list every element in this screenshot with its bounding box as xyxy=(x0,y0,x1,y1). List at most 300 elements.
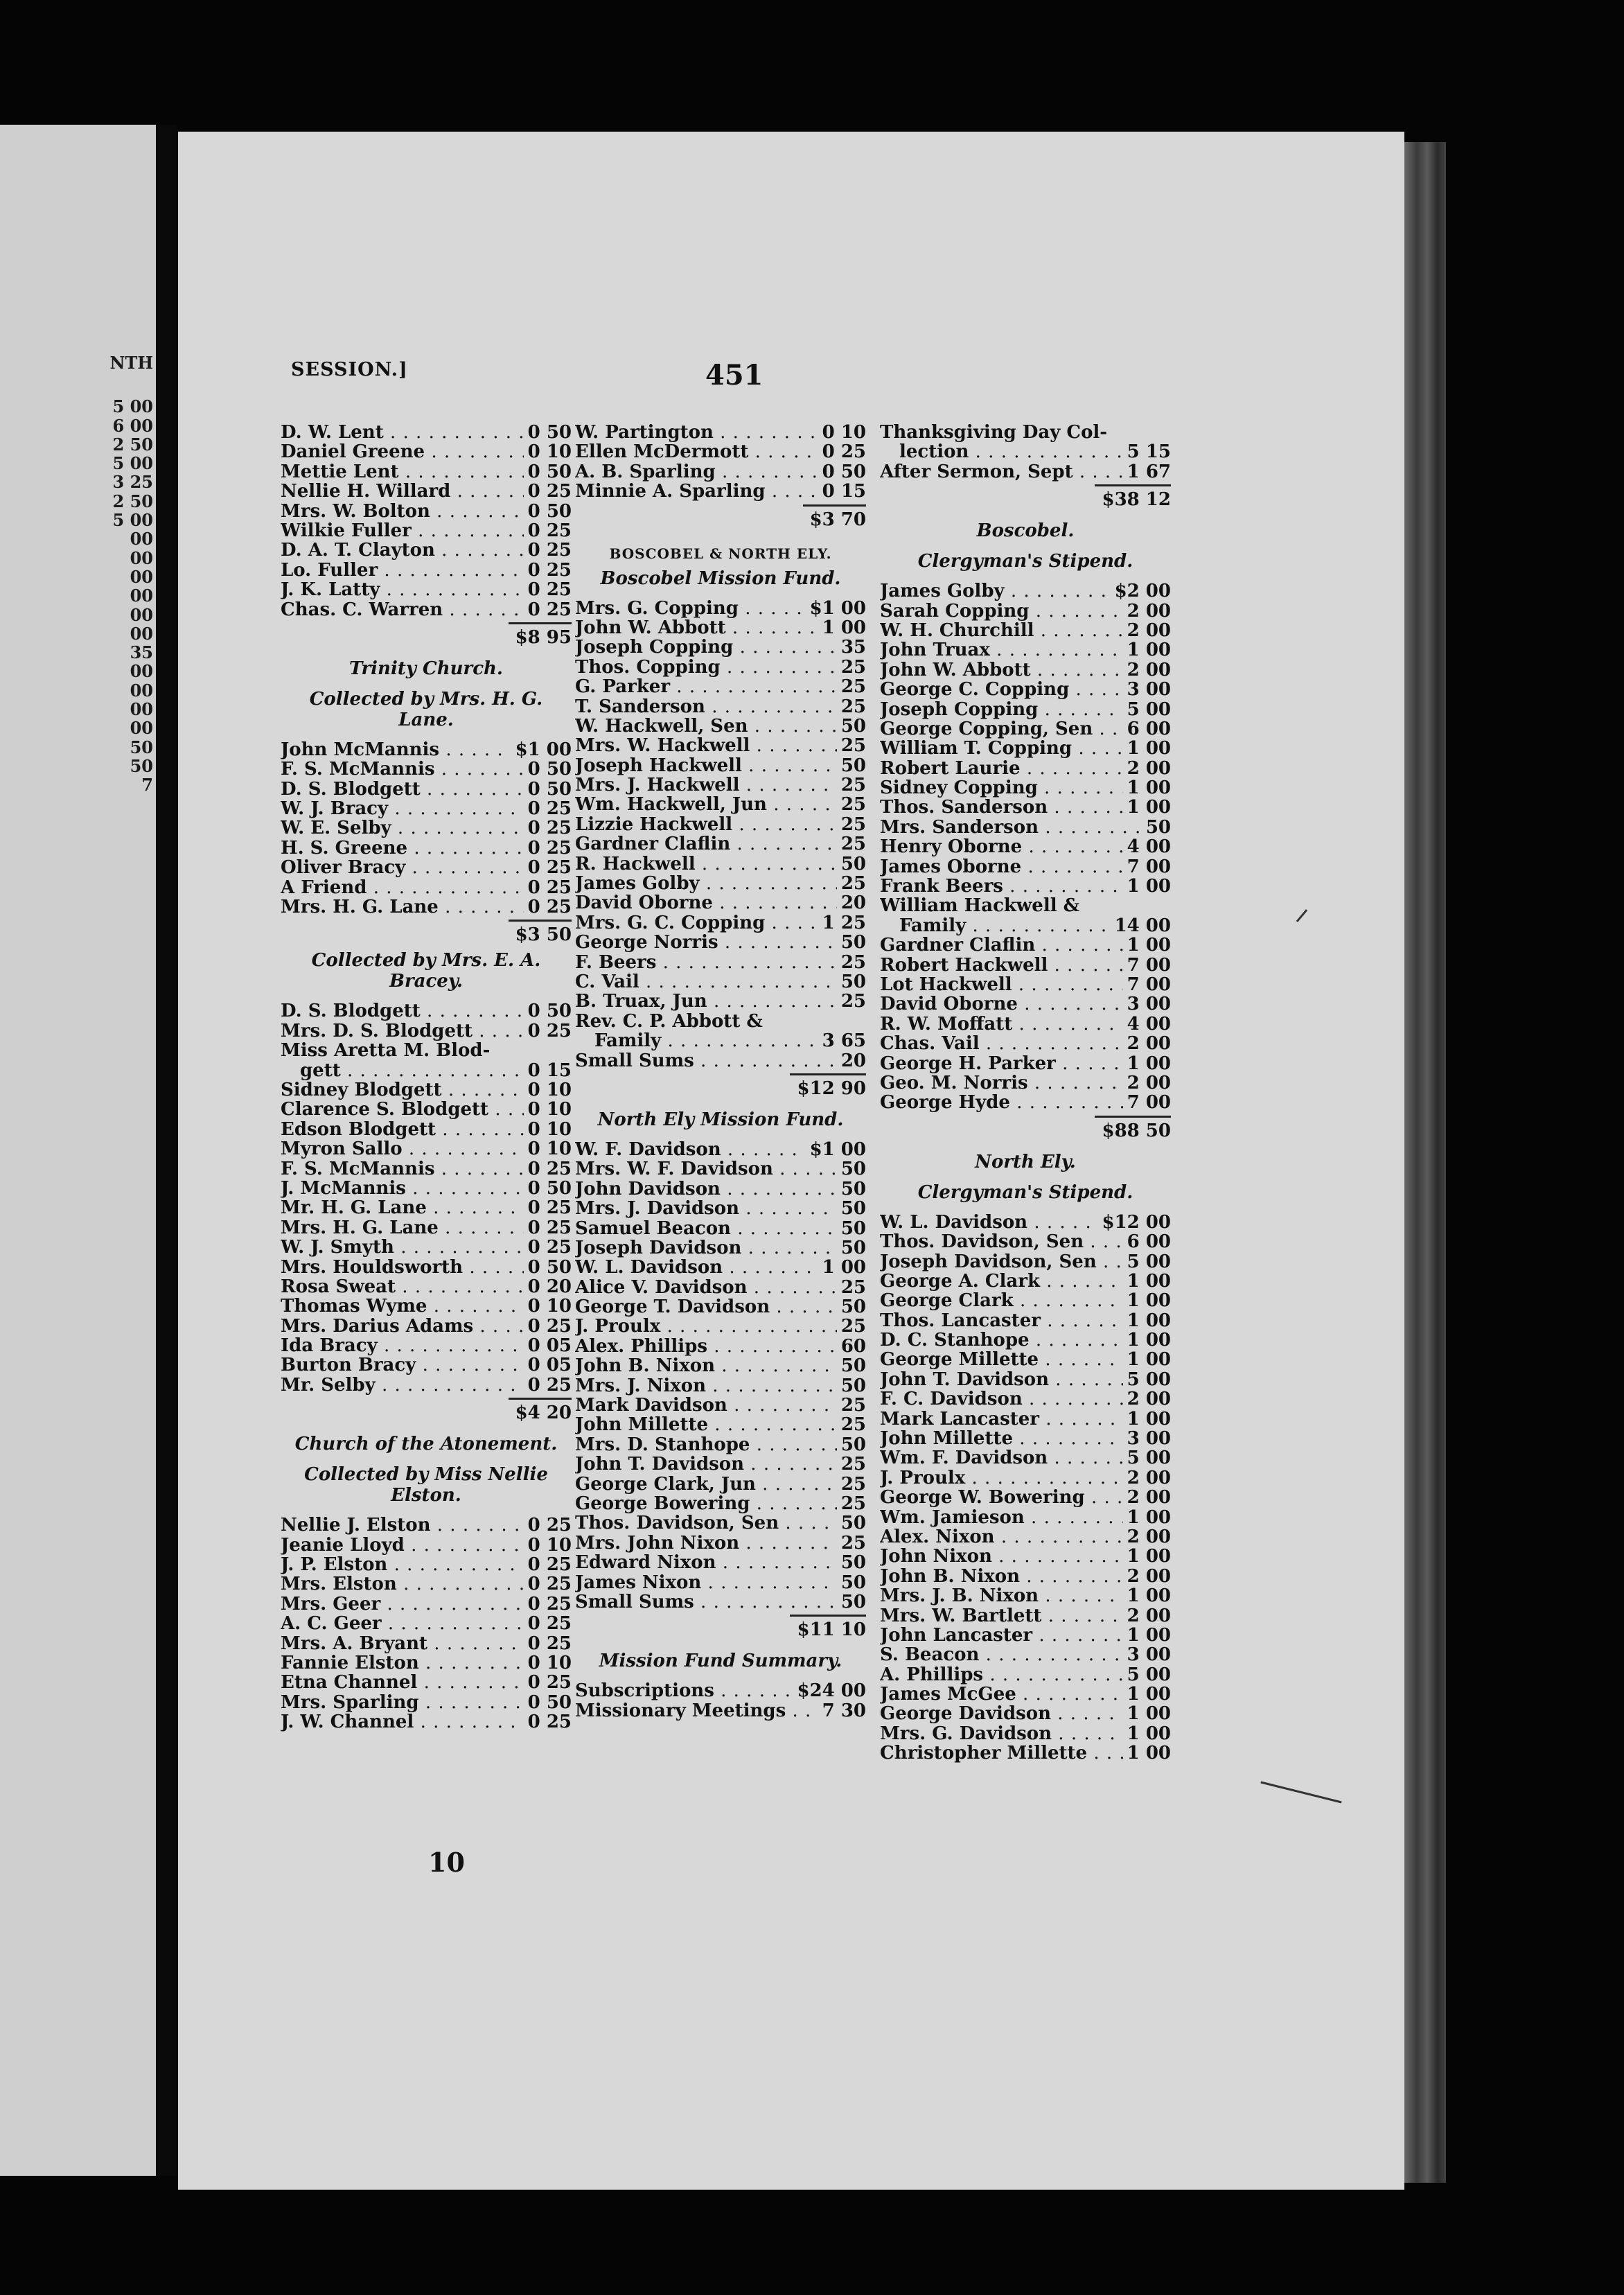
list-item xyxy=(281,462,572,482)
subscriber-name: Daniel Greene . . . xyxy=(281,442,524,461)
left-amount: 6 00 xyxy=(112,415,153,436)
subscriber-name: Rev. C. P. Abbott & xyxy=(575,1011,763,1032)
list-item xyxy=(281,580,572,599)
list-item xyxy=(281,442,572,461)
subscriber-name: Mr. H. G. Lane . . . xyxy=(281,1198,524,1217)
list-item xyxy=(575,953,866,972)
subscriber-name: John W. Abbott . . . xyxy=(880,660,1123,680)
subscriber-name: Oliver Bracy . . . xyxy=(281,858,524,877)
subscription-amount: 0 25 xyxy=(527,520,572,541)
subscription-amount: 1 00 xyxy=(1127,1270,1171,1292)
subscriber-name: Robert Hackwell . . . xyxy=(880,956,1123,975)
list-item xyxy=(281,1179,572,1198)
subscriber-name: A. B. Sparling . . . xyxy=(575,462,818,482)
subscriber-name: J. Proulx . . . xyxy=(880,1468,1123,1488)
subscription-amount: 0 25 xyxy=(527,1158,572,1179)
list-item xyxy=(880,462,1171,482)
list-item xyxy=(575,992,866,1011)
list-item xyxy=(575,972,866,992)
subscriber-name: Mrs. W. Bartlett . . . xyxy=(880,1606,1123,1626)
subscriber-list xyxy=(281,740,572,917)
subscriber-name: Alice V. Davidson . . . xyxy=(575,1278,837,1297)
subscriber-name: Mettie Lent . . . xyxy=(281,462,524,482)
list-item xyxy=(281,561,572,580)
subscription-amount: 0 10 xyxy=(527,1534,572,1556)
subscription-amount: 1 00 xyxy=(1127,1408,1171,1430)
list-item xyxy=(575,423,866,442)
list-item xyxy=(880,956,1171,975)
subscriber-name: Joseph Copping . . . xyxy=(575,638,837,657)
subscriber-name: Thos. Lancaster . . . xyxy=(880,1311,1123,1330)
list-item xyxy=(880,1547,1171,1566)
subscriber-name: F. C. Davidson . . . xyxy=(880,1389,1123,1409)
subscriber-name: D. C. Stanhope . . . xyxy=(880,1330,1123,1350)
subscriber-name: Mr. Selby . . . xyxy=(281,1375,524,1395)
subscription-amount: 14 00 xyxy=(1114,915,1171,936)
subscriber-name: Sarah Copping . . . xyxy=(880,601,1123,621)
list-item xyxy=(281,818,572,838)
list-item xyxy=(281,1277,572,1296)
left-amount: 00 xyxy=(130,661,153,682)
list-item xyxy=(575,1681,866,1700)
subscriber-name: William T. Copping . . . xyxy=(880,739,1123,758)
subscriber-name: Mrs. J. Nixon . . . xyxy=(575,1376,837,1396)
subscriber-name: James Nixon . . . xyxy=(575,1573,837,1592)
left-amount: 5 00 xyxy=(112,510,153,531)
subscription-amount: 0 20 xyxy=(527,1276,572,1297)
list-item xyxy=(281,1574,572,1594)
list-item xyxy=(880,601,1171,621)
subscriber-name: George H. Parker . . . xyxy=(880,1054,1123,1073)
subscription-amount: 7 00 xyxy=(1127,954,1171,976)
subscription-amount: 1 00 xyxy=(1127,1310,1171,1331)
subscriber-name: John McMannis . . . xyxy=(281,740,511,759)
list-item xyxy=(880,1448,1171,1468)
list-item xyxy=(281,1653,572,1673)
subscription-amount: 0 25 xyxy=(527,1515,572,1536)
subscriber-name: Nellie J. Elston . . . xyxy=(281,1515,524,1535)
subscription-amount: 25 xyxy=(840,1532,866,1554)
subscriber-name: J. P. Elston . . . xyxy=(281,1555,524,1574)
subscriber-name: Chas. C. Warren . . . xyxy=(281,600,524,619)
left-amount: 3 25 xyxy=(112,472,153,493)
subscriber-name: Samuel Beacon . . . xyxy=(575,1219,837,1238)
running-head: SESSION.] xyxy=(291,359,408,380)
list-item xyxy=(880,857,1171,877)
subscriber-name: Mrs. H. G. Lane . . . xyxy=(281,897,524,917)
subscriber-name: J. W. Channel . . . xyxy=(281,1712,524,1732)
subscriber-name: Nellie H. Willard . . . xyxy=(281,482,524,501)
subscription-amount: 0 25 xyxy=(527,1374,572,1396)
subscription-amount: 25 xyxy=(840,1414,866,1436)
subscription-amount: 25 xyxy=(840,834,866,855)
list-item xyxy=(575,756,866,775)
subscription-amount: 7 00 xyxy=(1127,1092,1171,1114)
subscriber-name: John Lancaster . . . xyxy=(880,1626,1123,1645)
list-item xyxy=(575,913,866,933)
subscription-amount: 0 50 xyxy=(527,759,572,780)
subscriber-name: A Friend . . . xyxy=(281,878,524,897)
subscriber-name: James McGee . . . xyxy=(880,1685,1123,1704)
list-item xyxy=(880,640,1171,660)
subscription-amount: 50 xyxy=(840,1513,866,1534)
list-item xyxy=(880,1567,1171,1586)
subscription-amount: 7 00 xyxy=(1127,974,1171,995)
subscriber-name: John Millette . . . xyxy=(575,1415,837,1434)
subscription-amount: 1 00 xyxy=(1127,1684,1171,1705)
list-item xyxy=(281,740,572,759)
list-item xyxy=(281,1120,572,1139)
left-amount: 5 00 xyxy=(112,396,153,417)
list-item xyxy=(281,1198,572,1217)
subscriber-name: David Oborne . . . xyxy=(575,893,837,913)
subscription-amount: 0 05 xyxy=(527,1355,572,1376)
subscription-amount: 50 xyxy=(840,1552,866,1574)
list-item xyxy=(575,893,866,913)
list-item xyxy=(281,540,572,560)
subscriber-name: F. Beers . . . xyxy=(575,953,837,972)
subscription-amount: 50 xyxy=(840,715,866,737)
subscription-amount: 0 50 xyxy=(822,461,866,482)
list-item xyxy=(281,1238,572,1257)
list-item xyxy=(281,858,572,877)
list-item xyxy=(880,1350,1171,1369)
subtotal xyxy=(575,1615,866,1641)
list-item xyxy=(880,798,1171,817)
subscriber-name: Lizzie Hackwell . . . xyxy=(575,815,837,834)
subscriber-name: C. Vail . . . xyxy=(575,972,837,992)
subscriber-name: Clarence S. Blodgett . . . xyxy=(281,1100,524,1119)
subscription-amount: 25 xyxy=(840,656,866,678)
subscription-amount: 50 xyxy=(840,971,866,992)
subscription-amount: 0 50 xyxy=(527,500,572,522)
left-amount: 00 xyxy=(130,718,153,739)
subscriber-name: George A. Clark . . . xyxy=(880,1272,1123,1291)
subscriber-name: J. McMannis . . . xyxy=(281,1179,524,1198)
list-item xyxy=(575,716,866,736)
list-item xyxy=(575,658,866,677)
subscription-amount: 0 50 xyxy=(527,1001,572,1022)
subscriber-list xyxy=(281,1515,572,1732)
list-item xyxy=(575,1553,866,1572)
subscriber-name: Alex. Phillips . . . xyxy=(575,1337,837,1356)
subscriber-name: gett . . . xyxy=(300,1061,524,1080)
list-item xyxy=(281,423,572,442)
list-item xyxy=(880,1645,1171,1664)
left-amount: 00 xyxy=(130,699,153,720)
list-item xyxy=(880,1291,1171,1310)
left-amount: 00 xyxy=(130,547,153,568)
subtotal-amount: $12 90 xyxy=(790,1073,866,1094)
list-item xyxy=(575,1592,866,1612)
subscription-amount: 7 30 xyxy=(822,1700,866,1721)
left-header-fragment: NTH xyxy=(109,353,153,373)
page-edge xyxy=(1404,142,1446,2183)
subscriber-name: Mrs. J. Davidson . . . xyxy=(575,1199,837,1218)
subscription-amount: 0 10 xyxy=(527,1138,572,1160)
subscriber-name: Sidney Blodgett . . . xyxy=(281,1080,524,1100)
subscription-amount: 3 00 xyxy=(1127,1644,1171,1666)
subscription-amount: 1 00 xyxy=(1127,738,1171,759)
subscriber-name: Thos. Davidson, Sen . . . xyxy=(880,1232,1123,1251)
list-item xyxy=(281,1634,572,1653)
subscription-amount: 6 00 xyxy=(1127,1231,1171,1253)
subscriber-name: Mrs. W. F. Davidson . . . xyxy=(575,1159,837,1179)
subscriber-name: Christopher Millette . . . xyxy=(880,1743,1123,1763)
subscription-amount: 0 25 xyxy=(527,481,572,502)
subscription-amount: 0 25 xyxy=(527,877,572,898)
subscription-amount: 50 xyxy=(840,1591,866,1612)
subscription-amount: 0 10 xyxy=(527,1079,572,1100)
subscriber-name: W. E. Selby . . . xyxy=(281,818,524,838)
subscriber-list xyxy=(575,423,866,502)
subscription-amount: 25 xyxy=(840,991,866,1012)
subscription-amount: 1 00 xyxy=(1127,1624,1171,1646)
subscription-amount xyxy=(862,1012,866,1031)
list-item xyxy=(575,1376,866,1396)
list-item xyxy=(880,739,1171,758)
subtotal xyxy=(575,1073,866,1099)
subscription-amount: 20 xyxy=(840,892,866,914)
list-item xyxy=(281,1555,572,1574)
subscriber-name: Mrs. W. Bolton . . . xyxy=(281,502,524,521)
subscription-amount: 0 25 xyxy=(527,1593,572,1615)
subscription-amount: 1 00 xyxy=(822,1257,866,1278)
list-item xyxy=(880,1232,1171,1251)
subscriber-name: R. Hackwell . . . xyxy=(575,854,837,874)
list-item xyxy=(575,1475,866,1494)
list-item xyxy=(281,1673,572,1692)
subscriber-name: Wm. Jamieson . . . xyxy=(880,1508,1123,1527)
subscription-amount: 6 00 xyxy=(1127,718,1171,739)
list-item xyxy=(880,1330,1171,1350)
subscriber-name: Chas. Vail . . . xyxy=(880,1034,1123,1053)
subscriber-name: Etna Channel . . . xyxy=(281,1673,524,1692)
list-item xyxy=(575,736,866,755)
subscriber-name: B. Truax, Jun . . . xyxy=(575,992,837,1011)
subscription-amount: 0 50 xyxy=(527,1177,572,1199)
list-item xyxy=(281,897,572,917)
subscriber-name: David Oborne . . . xyxy=(880,994,1123,1014)
list-item xyxy=(575,1159,866,1179)
subscription-amount: 2 00 xyxy=(1127,659,1171,680)
subscriber-name: Joseph Davidson, Sen . . . xyxy=(880,1252,1123,1272)
subtotal-amount: $3 70 xyxy=(803,504,866,525)
subtotal xyxy=(880,484,1171,511)
list-item xyxy=(880,877,1171,896)
list-item xyxy=(575,854,866,874)
subscription-amount: 25 xyxy=(840,873,866,895)
subscription-amount: 0 50 xyxy=(527,1256,572,1278)
collector-line: Collected by Mrs. E. A. Bracey. xyxy=(311,950,541,992)
subscriber-name: Fannie Elston . . . xyxy=(281,1653,524,1673)
list-item xyxy=(281,600,572,619)
list-item xyxy=(880,1272,1171,1291)
list-item xyxy=(880,896,1171,915)
subscriber-name: George Hyde . . . xyxy=(880,1093,1123,1112)
list-item xyxy=(575,442,866,461)
subscription-amount: 50 xyxy=(840,1572,866,1593)
left-amount: 35 xyxy=(130,642,153,663)
subscription-amount: 0 25 xyxy=(527,897,572,918)
list-item xyxy=(575,1140,866,1159)
list-item xyxy=(880,1429,1171,1448)
subscriber-name: Mrs. G. Copping . . . xyxy=(575,599,806,618)
subscriber-name: Mrs. H. G. Lane . . . xyxy=(281,1218,524,1238)
list-item xyxy=(575,1278,866,1297)
list-item xyxy=(880,423,1171,442)
subscriber-name: Geo. M. Norris . . . xyxy=(880,1073,1123,1093)
column-1 xyxy=(281,423,572,1732)
subscription-amount: 1 00 xyxy=(1127,1723,1171,1744)
subscriber-name: Lo. Fuller . . . xyxy=(281,561,524,580)
subscriber-name: Mrs. Houldsworth . . . xyxy=(281,1258,524,1277)
list-item xyxy=(281,759,572,779)
left-amount: 00 xyxy=(130,623,153,644)
subscriber-name: Joseph Hackwell . . . xyxy=(575,756,837,775)
list-item xyxy=(281,1100,572,1119)
subscription-amount: 50 xyxy=(840,1178,866,1199)
subscriber-name: J. K. Latty . . . xyxy=(281,580,524,599)
subscriber-name: James Golby . . . xyxy=(880,581,1111,601)
left-amount: 2 50 xyxy=(112,434,153,455)
subscriber-name: Thos. Davidson, Sen . . . xyxy=(575,1513,837,1533)
subscriber-name: Small Sums . . . xyxy=(575,1592,837,1612)
subscription-amount: 2 00 xyxy=(1127,1467,1171,1488)
subscriber-name: George W. Bowering . . . xyxy=(880,1488,1123,1507)
left-amount: 00 xyxy=(130,586,153,606)
left-amount: 00 xyxy=(130,604,153,625)
left-amount: 50 xyxy=(130,737,153,757)
subscriber-name: George C. Copping . . . xyxy=(880,680,1123,699)
subscription-amount: 0 25 xyxy=(527,818,572,839)
list-item xyxy=(575,1317,866,1336)
section-title-north-ely-mission: North Ely Mission Fund. xyxy=(597,1109,844,1130)
list-item xyxy=(575,1031,866,1050)
list-item xyxy=(880,1014,1171,1034)
list-item xyxy=(281,1375,572,1395)
list-item xyxy=(880,1034,1171,1053)
subscriber-name: Mrs. Darius Adams . . . xyxy=(281,1317,524,1336)
subscriber-name: Frank Beers . . . xyxy=(880,877,1123,896)
subscription-amount: 1 00 xyxy=(1127,1703,1171,1725)
subscription-amount: 0 50 xyxy=(527,778,572,800)
subscription-amount: $1 00 xyxy=(515,739,572,760)
subscriber-name: T. Sanderson . . . xyxy=(575,697,837,716)
list-item xyxy=(880,1370,1171,1389)
section-subtitle: Clergyman's Stipend. xyxy=(917,1181,1133,1203)
subscription-amount: 2 00 xyxy=(1127,757,1171,779)
list-item xyxy=(575,1219,866,1238)
list-item xyxy=(281,1159,572,1179)
left-amount: 00 xyxy=(130,529,153,549)
list-item xyxy=(281,799,572,818)
subscription-amount: 25 xyxy=(840,1276,866,1298)
subscriber-list xyxy=(281,1001,572,1395)
subscriber-name: F. S. McMannis . . . xyxy=(281,759,524,779)
subscription-amount: 5 00 xyxy=(1127,1251,1171,1272)
subscriber-name: Mrs. D. S. Blodgett . . . xyxy=(281,1021,524,1041)
list-item xyxy=(281,1139,572,1159)
subscriber-name: Missionary Meetings . . . xyxy=(575,1701,818,1721)
page-number: 451 xyxy=(705,359,764,392)
subscriber-name: Mrs. John Nixon . . . xyxy=(575,1533,837,1553)
subscription-amount: 0 10 xyxy=(527,441,572,463)
subscriber-name: Miss Aretta M. Blod- xyxy=(281,1041,491,1061)
subscriber-name: W. Partington . . . xyxy=(575,423,818,442)
subscription-amount: 25 xyxy=(840,814,866,835)
subtotal-amount: $38 12 xyxy=(1095,484,1171,505)
subtotal-amount: $3 50 xyxy=(509,920,572,940)
list-item xyxy=(281,1021,572,1041)
left-amount: 5 00 xyxy=(112,453,153,474)
subscriber-name: George Millette . . . xyxy=(880,1350,1123,1369)
subscriber-name: Edson Blodgett . . . xyxy=(281,1120,524,1139)
subscriber-name: W. L. Davidson . . . xyxy=(575,1258,818,1277)
list-item xyxy=(575,1051,866,1071)
subscription-amount: 0 25 xyxy=(527,1554,572,1576)
subscription-amount: 25 xyxy=(840,696,866,717)
subscriber-name: Alex. Nixon . . . xyxy=(880,1527,1123,1547)
subscription-amount: 2 00 xyxy=(1127,1389,1171,1410)
subscription-amount: 1 00 xyxy=(1127,1349,1171,1371)
list-item xyxy=(880,975,1171,994)
list-item xyxy=(880,581,1171,601)
collector-line: Collected by Mrs. H. G. Lane. xyxy=(309,688,543,730)
subscriber-name: J. Proulx . . . xyxy=(575,1317,837,1336)
list-item xyxy=(575,815,866,834)
list-item xyxy=(575,697,866,716)
left-amount: 00 xyxy=(130,680,153,701)
section-heading: BOSCOBEL & NORTH ELY. xyxy=(609,545,832,562)
subscription-amount: 25 xyxy=(840,951,866,973)
subtotal xyxy=(281,920,572,946)
list-item xyxy=(575,775,866,795)
subscription-amount: 3 00 xyxy=(1127,994,1171,1015)
list-item xyxy=(880,1389,1171,1409)
list-item xyxy=(880,1665,1171,1685)
list-item xyxy=(575,638,866,657)
subscriber-name: George Copping, Sen . . . xyxy=(880,719,1123,739)
list-item xyxy=(281,521,572,540)
column-3 xyxy=(880,423,1171,1764)
subscriber-name: G. Parker . . . xyxy=(575,677,837,696)
subtotal-amount: $8 95 xyxy=(509,622,572,643)
subscription-amount: 1 25 xyxy=(822,912,866,933)
subscriber-name: Mrs. W. Hackwell . . . xyxy=(575,736,837,755)
subtotal xyxy=(281,622,572,648)
subscriber-name: Mrs. Sparling . . . xyxy=(281,1693,524,1712)
list-item xyxy=(575,1494,866,1513)
list-item xyxy=(575,1573,866,1592)
list-item xyxy=(281,1515,572,1535)
list-item xyxy=(880,1685,1171,1704)
list-item xyxy=(281,1061,572,1080)
list-item xyxy=(880,1743,1171,1763)
subscriber-name: Gardner Claflin . . . xyxy=(575,834,837,854)
subscriber-name: Mrs. Geer . . . xyxy=(281,1594,524,1614)
list-item xyxy=(575,1199,866,1218)
subscriber-name: Wm. F. Davidson . . . xyxy=(880,1448,1123,1468)
subscription-amount: 3 00 xyxy=(1127,679,1171,701)
list-item xyxy=(281,838,572,858)
list-item xyxy=(880,1073,1171,1093)
section-title-atonement: Church of the Atonement. xyxy=(294,1434,558,1455)
left-amount: 7 xyxy=(141,775,153,795)
subscription-amount: 1 00 xyxy=(1127,640,1171,661)
subscriber-name: Henry Oborne . . . xyxy=(880,837,1123,856)
list-item xyxy=(281,1041,572,1060)
